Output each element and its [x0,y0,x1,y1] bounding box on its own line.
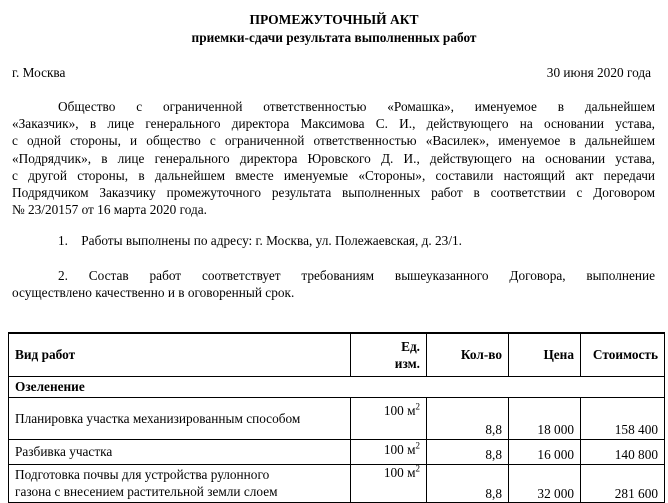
work-price: 18 000 [509,398,581,440]
work-qty: 8,8 [427,398,509,440]
group-title: Озеленение [9,377,665,398]
intro-line: «Подрядчик», в лице генерального директора Юровского Д. И., действующего на основании устава, [12,150,655,166]
document-date: 30 июня 2020 года [546,65,651,80]
work-unit: 100 $м^2$ [351,440,427,465]
work-qty: 8,8 [427,465,509,503]
clause-2-line: осуществлено качественно и в оговоренный срок. [12,285,295,301]
work-cost: 281 600 [581,465,665,503]
intro-line: с другой стороны, в дальнейшем вместе именуемые «Стороны», составили настоящий акт передачи [12,167,655,183]
work-name: Планировка участка механизированным способом [9,398,351,440]
table-row [9,398,665,440]
work-cost: 158 400 [581,398,665,440]
header-unit-line1: Ед. [401,339,420,354]
header-price: Цена [509,333,581,377]
clause-1: 1. Работы выполнены по адресу: г. Москва, ул. Полежаевская, д. 23/1. [58,233,463,248]
intro-line: «Заказчик», в лице генерального директора Максимова С. И., действующего на основании устава, [12,116,655,132]
table-row [9,440,665,465]
intro-paragraph [12,98,655,218]
intro-line: Подрядчиком Заказчику промежуточного результата выполненных работ в соответствии с Договором [12,185,655,201]
document-title: ПРОМЕЖУТОЧНЫЙ АКТ [249,12,419,27]
group-row [9,377,665,398]
work-unit: 100 $м^2$ [351,465,427,503]
work-cost: 140 800 [581,440,665,465]
intro-line: № 23/20157 от 16 марта 2020 года. [12,202,207,218]
table-header-row [9,333,665,377]
work-name: Разбивка участка [9,440,351,465]
clause-2-line: 2. Состав работ соответствует требованиям вышеуказанного Договора, выполнение [58,268,655,283]
work-name: Подготовка почвы для устройства рулонного газона с внесением растительной земли слоем [9,465,351,503]
header-cost: Стоимость [581,333,665,377]
place: г. Москва [12,65,66,80]
header-unit-line2: изм. [394,356,420,371]
intro-line: Общество с ограниченной ответственностью «Ромашка», именуемое в дальнейшем [58,99,655,114]
header-unit [351,333,427,377]
work-price: 16 000 [509,440,581,465]
works-table [8,332,665,503]
work-price: 32 000 [509,465,581,503]
table-row [9,465,665,503]
work-qty: 8,8 [427,440,509,465]
work-unit: 100 $м^2$ [351,398,427,440]
header-quantity: Кол-во [427,333,509,377]
document-subtitle: приемки-сдачи результата выполненных работ [191,30,477,45]
intro-line: с одной стороны, и общество с ограниченной ответственностью «Василек», именуемое в дальнейшем [12,133,655,149]
clause-2 [12,267,655,301]
header-work-type: Вид работ [9,333,351,377]
